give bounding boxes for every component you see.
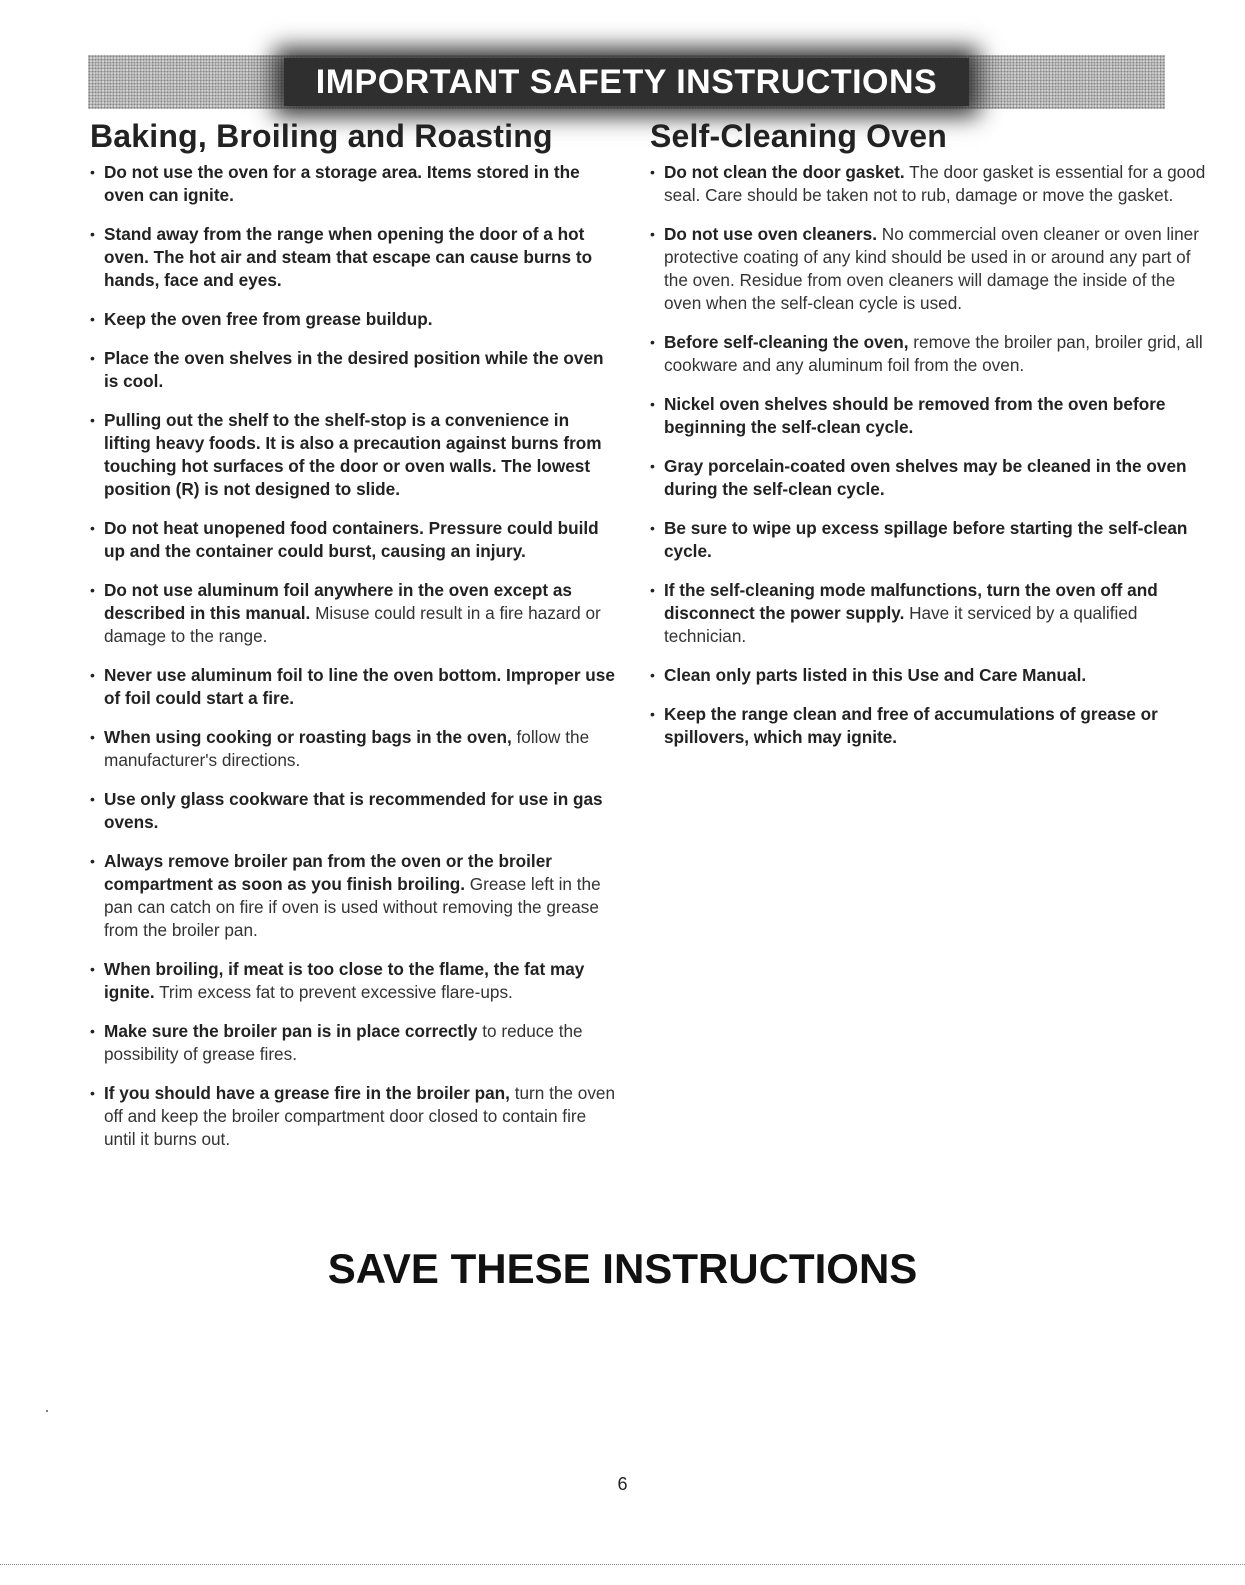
item-bold-text: Keep the range clean and free of accumulations of grease or spillovers, which may ignite. — [664, 704, 1158, 747]
list-item — [650, 223, 1210, 315]
item-bold-text: Do not use aluminum foil anywhere in the oven except as described in this manual. — [104, 580, 572, 623]
item-text: follow the manufacturer's directions. — [104, 727, 590, 770]
item-bold-text: Do not use oven cleaners. — [664, 224, 877, 244]
scan-speck — [46, 1410, 48, 1412]
item-text: The door gasket is essential for a good seal. Care should be taken not to rub, damage or move the gasket. — [664, 162, 1206, 205]
item-text: turn the oven off and keep the broiler compartment door closed to contain fire until it burns out. — [104, 1083, 616, 1149]
list-item — [90, 850, 620, 942]
item-bold-text: When using cooking or roasting bags in the oven, — [104, 727, 512, 747]
banner-title-box — [284, 58, 969, 106]
item-text: Grease left in the pan can catch on fire if oven is used without removing the grease from the broiler pan. — [104, 874, 601, 940]
save-instructions-heading: SAVE THESE INSTRUCTIONS — [327, 1245, 918, 1292]
list-item — [650, 579, 1210, 648]
list-item — [650, 331, 1210, 377]
item-bold-text: Always remove broiler pan from the oven or the broiler compartment as soon as you finish broiling. — [104, 851, 552, 894]
item-text: Have it serviced by a qualified technician. — [664, 603, 1138, 646]
item-bold-text: Make sure the broiler pan is in place correctly — [104, 1021, 478, 1041]
item-bold-text: When broiling, if meat is too close to the flame, the fat may ignite. — [104, 959, 585, 1002]
safety-banner — [88, 55, 1165, 109]
item-bold-text: If the self-cleaning mode malfunctions, turn the oven off and disconnect the power supply. — [664, 580, 1158, 623]
list-item — [90, 788, 620, 834]
list-item — [650, 393, 1210, 439]
item-bold-text: Gray porcelain-coated oven shelves may be cleaned in the oven during the self-clean cycle. — [664, 456, 1187, 499]
item-bold-text: Before self-cleaning the oven, — [664, 332, 909, 352]
page-number: 6 — [617, 1474, 628, 1494]
item-bold-text: Be sure to wipe up excess spillage before starting the self-clean cycle. — [664, 518, 1188, 561]
list-item — [650, 517, 1210, 563]
item-text: to reduce the possibility of grease fires. — [104, 1021, 583, 1064]
list-item — [90, 347, 620, 393]
self-cleaning-list — [650, 161, 1210, 749]
baking-section — [90, 118, 620, 1167]
list-item — [90, 409, 620, 501]
item-bold-text: Do not heat unopened food containers. Pressure could build up and the container could burst, causing an injury. — [104, 518, 599, 561]
list-item — [90, 579, 620, 648]
list-item — [90, 1020, 620, 1066]
list-item — [90, 664, 620, 710]
list-item — [650, 455, 1210, 501]
item-bold-text: Stand away from the range when opening the door of a hot oven. The hot air and steam that escape can cause burns to hands, face and eyes. — [104, 224, 593, 290]
list-item — [90, 726, 620, 772]
list-item — [90, 1082, 620, 1151]
item-bold-text: Clean only parts listed in this Use and Care Manual. — [664, 665, 1087, 685]
item-bold-text: Use only glass cookware that is recommended for use in gas ovens. — [104, 789, 603, 832]
item-text: remove the broiler pan, broiler grid, all cookware and any aluminum foil from the oven. — [664, 332, 1203, 375]
list-item — [90, 308, 620, 331]
item-text: Trim excess fat to prevent excessive flare-ups. — [154, 982, 513, 1002]
list-item — [650, 703, 1210, 749]
banner-title: IMPORTANT SAFETY INSTRUCTIONS — [315, 62, 938, 101]
item-text: No commercial oven cleaner or oven liner protective coating of any kind should be used in or around any part of the oven. Residue from oven cleaners will damage the inside of the oven when the self-clean cycle is used. — [664, 224, 1199, 313]
self-cleaning-heading: Self-Cleaning Oven — [650, 118, 947, 154]
list-item — [650, 664, 1210, 687]
baking-heading: Baking, Broiling and Roasting — [90, 118, 553, 154]
list-item — [90, 958, 620, 1004]
self-cleaning-section — [650, 118, 1210, 765]
list-item — [90, 223, 620, 292]
item-bold-text: Do not clean the door gasket. — [664, 162, 905, 182]
item-bold-text: Do not use the oven for a storage area. Items stored in the oven can ignite. — [104, 162, 580, 205]
item-bold-text: If you should have a grease fire in the broiler pan, — [104, 1083, 510, 1103]
item-bold-text: Pulling out the shelf to the shelf-stop is a convenience in lifting heavy foods. It is also a precaution against burns from touching hot surfaces of the door or oven walls. The lowest position (R) is not designed to slide. — [104, 410, 602, 499]
item-text: Misuse could result in a fire hazard or damage to the range. — [104, 603, 601, 646]
item-bold-text: Nickel oven shelves should be removed from the oven before beginning the self-clean cycle. — [664, 394, 1166, 437]
item-bold-text: Place the oven shelves in the desired position while the oven is cool. — [104, 348, 604, 391]
list-item — [90, 517, 620, 563]
page-bottom-border — [0, 1564, 1245, 1585]
baking-list — [90, 161, 620, 1151]
list-item — [90, 161, 620, 207]
item-bold-text: Never use aluminum foil to line the oven bottom. Improper use of foil could start a fire. — [104, 665, 615, 708]
item-bold-text: Keep the oven free from grease buildup. — [104, 309, 433, 329]
list-item — [650, 161, 1210, 207]
